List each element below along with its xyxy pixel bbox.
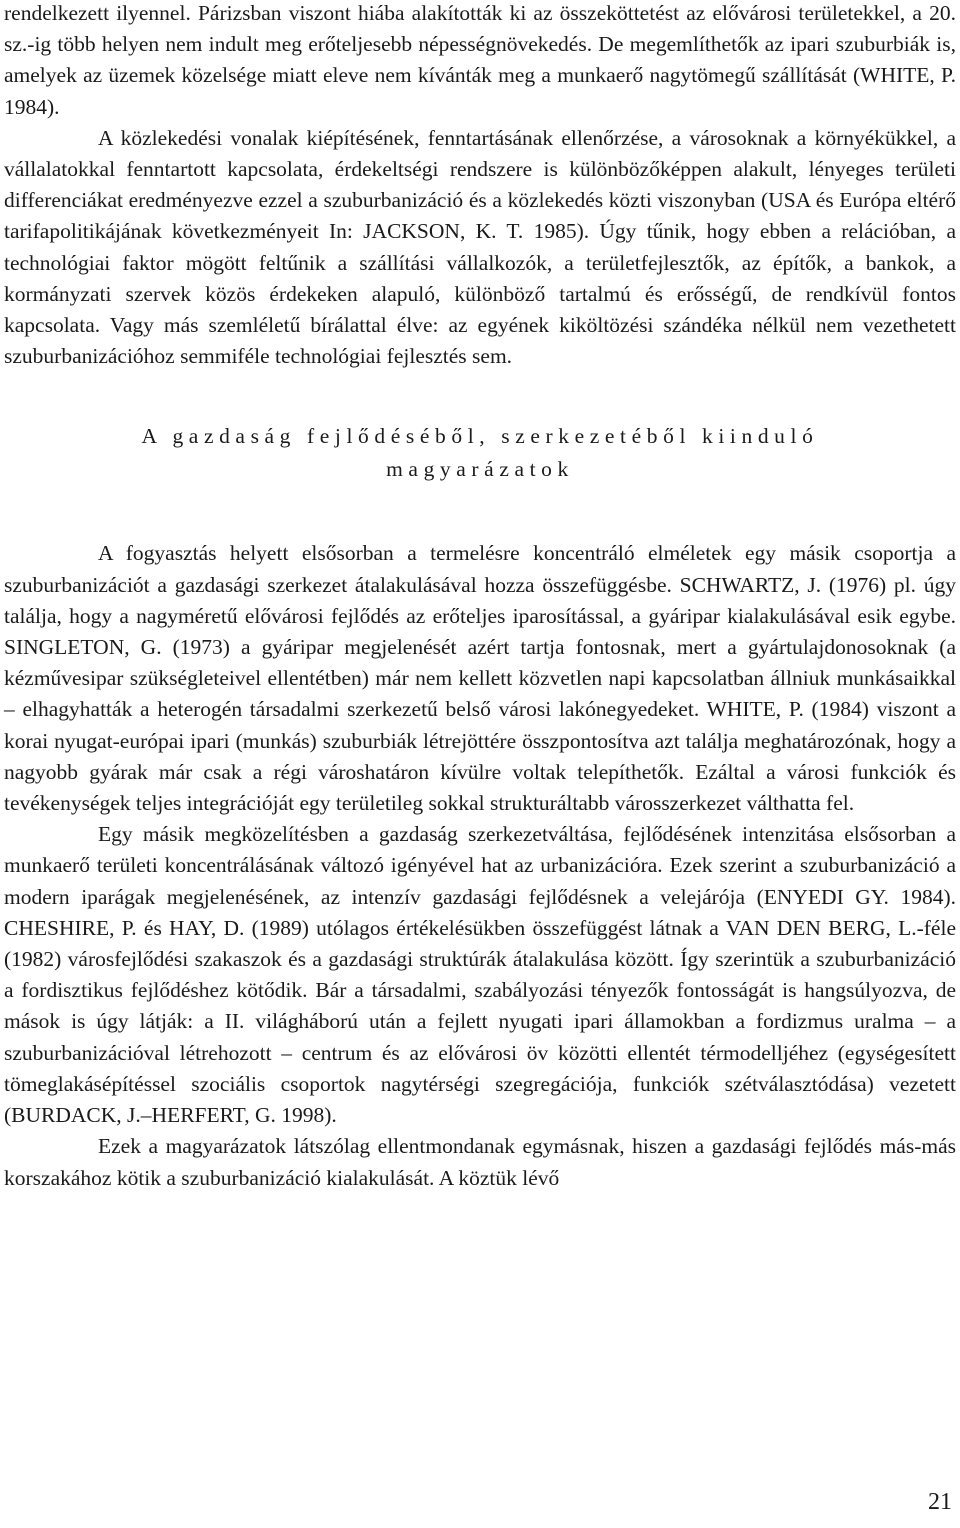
- section-spacer: [4, 486, 956, 538]
- section-heading-line-1: A gazdaság fejlődéséből, szerkezetéből kiinduló: [141, 424, 819, 449]
- page-number: 21: [928, 1489, 952, 1515]
- section-heading-line-2: magyarázatok: [386, 457, 574, 482]
- document-page: [4, 0, 956, 1194]
- paragraph-continued: rendelkezett ilyennel. Párizsban viszont hiába alakították ki az összeköttetést az elővárosi területekkel, a 20. sz.-ig több helyen nem indult meg erőteljesebb népességnövekedés. De megemlíthetők az ipari szuburbiák is, amelyek az üzemek közelsége miatt eleve nem kívánták meg a munkaerő nagytömegű szállítását (WHITE, P. 1984).: [4, 1, 956, 119]
- section-heading: [4, 420, 956, 486]
- paragraph-production-theories: A fogyasztás helyett elsősorban a termelésre koncentráló elméletek egy másik csoportja a szuburbanizációt a gazdasági szerkezet átalakulásával hozza összefüggésbe. SCHWARTZ, J. (1976) pl. úgy találja, hogy a nagyméretű elővárosi fejlődés az erőteljes iparosítással, a gyáripar kialakulásával esik egybe. SINGLETON, G. (1973) a gyáripar megjelenését azért tartja fontosnak, mert a gyártulajdonosoknak (a kézművesipar szükségleteivel ellentétben) már nem kellett közvetlen napi kapcsolatban állniuk munkásaikkal – elhagyhatták a heterogén társadalmi szerkezetű belső városi lakónegyedeket. WHITE, P. (1984) viszont a korai nyugat-európai ipari (munkás) szuburbiák létrejöttére összpontosítva azt találja meghatározónak, hogy a nagyobb gyárak már csak a régi városhatáron kívülre voltak telepíthetők. Ezáltal a városi funkciók és tevékenységek teljes integrációját egy területileg sokkal strukturáltabb városszerkezet válthatta fel.: [4, 541, 956, 816]
- paragraph-contradictions: Ezek a magyarázatok látszólag ellentmondanak egymásnak, hiszen a gazdasági fejlődés más-más korszakához kötik a szuburbanizáció kialakulását. A köztük lévő: [4, 1134, 956, 1190]
- paragraph-transport-lines: A közlekedési vonalak kiépítésének, fenntartásának ellenőrzése, a városoknak a környékükkel, a vállalatokkal fenntartott kapcsolata, érdekeltségi rendszere is különbözőképpen alakult, lényeges területi differenciákat eredményezve ezzel a szuburbanizáció és a közlekedés közti viszonyban (USA és Európa eltérő tarifapolitikájának következményeit In: JACKSON, K. T. 1985). Úgy tűnik, hogy ebben a relációban, a technológiai faktor mögött feltűnik a szállítási vállalkozók, a területfejlesztők, az építők, a bankok, a kormányzati szervek közös érdekeken alapuló, különböző tartalmú és erősségű, de rendkívül fontos kapcsolata. Vagy más szemléletű bírálattal élve: az egyének kiköltözési szándéka nélkül nem vezethetett szuburbanizációhoz semmiféle technológiai fejlesztés sem.: [4, 125, 956, 369]
- paragraph-structural-change: Egy másik megközelítésben a gazdaság szerkezetváltása, fejlődésének intenzitása elsősorban a munkaerő területi koncentrálásának változó igényével hat az urbanizációra. Ezek szerint a szuburbanizáció a modern iparágak megjelenésének, az intenzív gazdasági fejlődésnek a velejárója (ENYEDI GY. 1984). CHESHIRE, P. és HAY, D. (1989) utólagos értékelésükben összefüggést látnak a VAN DEN BERG, L.-féle (1982) városfejlődési szakaszok és a gazdasági struktúrák átalakulása között. Így szerintük a szuburbanizáció a fordisztikus fejlődéshez kötődik. Bár a társadalmi, szabályozási tényezők fontosságát is hangsúlyozva, de mások is úgy látják: a II. világháború után a fejlett nyugati ipari államokban a fordizmus uralma – a szuburbanizációval létrehozott – centrum és az elővárosi öv közötti ellentét térmodelljéhez (egységesített tömeglakásépítéssel szociális csoportok nagytérségi szegregációja, funkciók szétválasztódása) vezetett (BURDACK, J.–HERFERT, G. 1998).: [4, 822, 956, 1128]
